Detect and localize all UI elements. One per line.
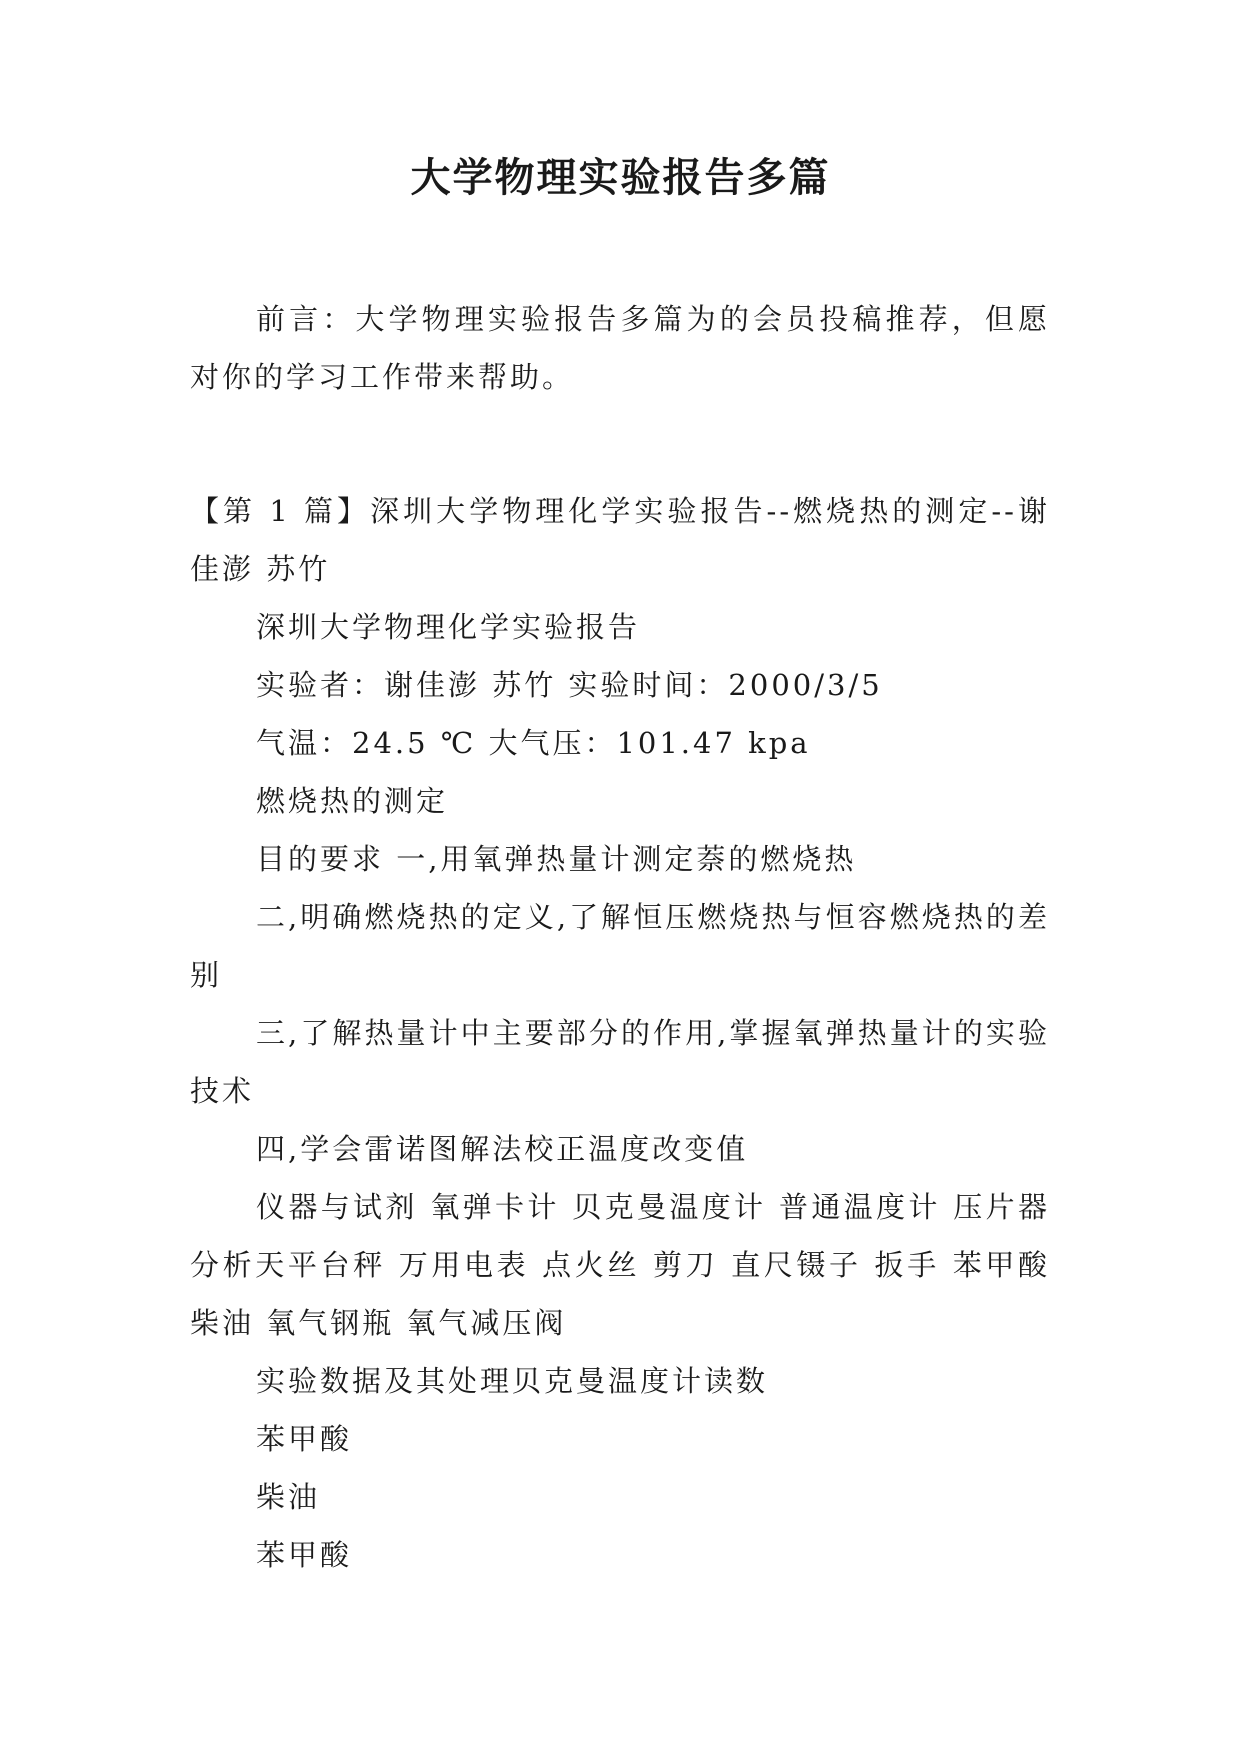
list-item: 苯甲酸: [256, 1538, 353, 1572]
list-item: 柴油: [256, 1480, 321, 1514]
instruments-paragraph: 仪器与试剂 氧弹卡计 贝克曼温度计 普通温度计 压片器 分析天平台秤 万用电表 点火丝 剪刀 直尺镊子 扳手 苯甲酸 柴油 氧气钢瓶 氧气减压阀: [190, 1190, 1050, 1340]
objective-1: 目的要求 一,用氧弹热量计测定萘的燃烧热: [256, 842, 857, 876]
conditions-line: 气温：24.5 ℃ 大气压：101.47 kpa: [256, 726, 811, 760]
objective-3: 三,了解热量计中主要部分的作用,掌握氧弹热量计的实验技术: [190, 1016, 1050, 1108]
paragraph-gap: [190, 406, 1050, 482]
objective-4: 四,学会雷诺图解法校正温度改变值: [256, 1132, 749, 1166]
list-item: 苯甲酸: [256, 1422, 353, 1456]
page-title: 大学物理实验报告多篇: [410, 154, 831, 201]
report-title: 深圳大学物理化学实验报告: [256, 610, 641, 644]
preface-paragraph: 前言：大学物理实验报告多篇为的会员投稿推荐，但愿对你的学习工作带来帮助。: [190, 302, 1050, 394]
experimenter-line: 实验者：谢佳澎 苏竹 实验时间：2000/3/5: [256, 668, 883, 702]
objective-2: 二,明确燃烧热的定义,了解恒压燃烧热与恒容燃烧热的差别: [190, 900, 1050, 992]
data-heading: 实验数据及其处理贝克曼温度计读数: [256, 1364, 769, 1398]
section-heading: 【第 1 篇】深圳大学物理化学实验报告--燃烧热的测定--谢佳澎 苏竹: [190, 494, 1050, 586]
document-body: [190, 290, 1050, 1584]
experiment-name: 燃烧热的测定: [256, 784, 449, 818]
